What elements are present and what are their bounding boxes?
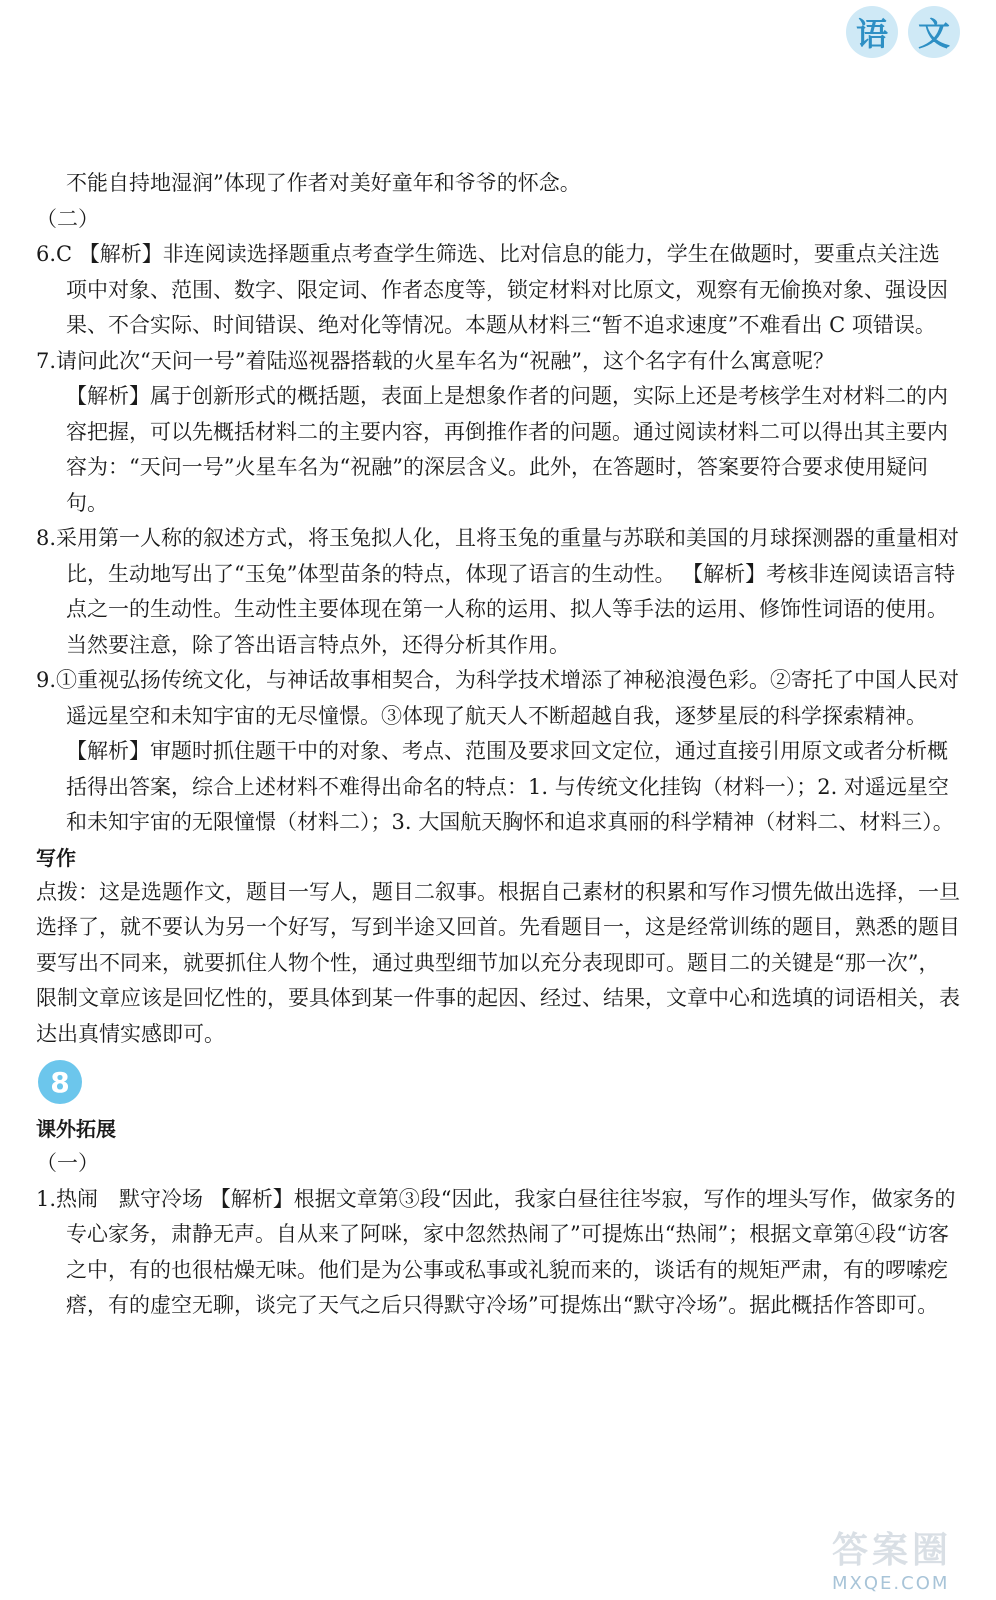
answer-content xyxy=(36,166,960,1324)
answer-7-analysis: 【解析】属于创新形式的概括题，表面上是想象作者的问题，实际上还是考核学生对材料二的内容把握，可以先概括材料二的主要内容，再倒推作者的问题。通过阅读材料二可以得出其主要内容为：“天问一号”火星车名为“祝融”的深层含义。此外，在答题时，答案要符合要求使用疑问句。 xyxy=(66,384,948,515)
answer-7-question: 7.请问此次“天问一号”着陆巡视器搭载的火星车名为“祝融”，这个名字有什么寓意呢？ xyxy=(36,348,834,373)
subject-badge-wen: 文 xyxy=(908,6,960,58)
section-one-heading: （一） xyxy=(36,1151,99,1175)
subject-badges xyxy=(846,6,960,58)
writing-heading: 写作 xyxy=(36,845,76,870)
continuation-line: 不能自持地湿润”体现了作者对美好童年和爷爷的怀念。 xyxy=(66,171,581,195)
watermark-url: MXQE.COM xyxy=(832,1573,950,1594)
section-two-heading: （二） xyxy=(36,206,99,231)
extension-heading: 课外拓展 xyxy=(36,1117,116,1141)
watermark-logo xyxy=(832,1522,982,1592)
extension-answer-1: 1.热闹 默守冷场 【解析】根据文章第③段“因此，我家白昼往往岑寂，写作的埋头写作，做家务的专心家务，肃静无声。自从来了阿咪，家中忽然热闹了”可提炼出“热闹”；根据文章第④段“访客之中，有的也很枯燥无味。他们是为公事或私事或礼貌而来的，谈话有的规矩严肃，有的啰嗦疙瘩，有的虚空无聊，谈完了天气之后只得默守冷场”可提炼出“默守冷场”。据此概括作答即可。 xyxy=(36,1186,956,1317)
subject-badge-yu: 语 xyxy=(846,6,898,58)
watermark-text: 答案圈 xyxy=(832,1530,953,1571)
writing-guidance: 点拨：这是选题作文，题目一写人，题目二叙事。根据自己素材的积累和写作习惯先做出选择，一旦选择了，就不要认为另一个好写，写到半途又回首。先看题目一，这是经常训练的题目，熟悉的题目要写出不同来，就要抓住人物个性，通过典型细节加以充分表现即可。题目二的关键是“那一次”，限制文章应该是回忆性的，要具体到某一件事的起因、经过、结果，文章中心和选填的词语相关，表达出真情实感即可。 xyxy=(36,879,960,1046)
unit-number-badge: 8 xyxy=(38,1060,82,1104)
answer-9: 9.①重视弘扬传统文化，与神话故事相契合，为科学技术增添了神秘浪漫色彩。②寄托了中国人民对遥远星空和未知宇宙的无尽憧憬。③体现了航天人不断超越自我，逐梦星辰的科学探索精神。 【解析】审题时抓住题干中的对象、考点、范围及要求回文定位，通过直接引用原文或者分析概括得出答案，综合上述材料不难得出命名的特点：1. 与传统文化挂钩（材料一）；2. 对遥远星空和未知宇宙的无限憧憬（材料二）；3. 大国航天胸怀和追求真丽的科学精神（材料二、材料三）。 xyxy=(36,668,960,834)
answer-6: 6.C 【解析】非连阅读选择题重点考查学生筛选、比对信息的能力，学生在做题时，要重点关注选项中对象、范围、数字、限定词、作者态度等，锁定材料对比原文，观察有无偷换对象、强设因果、不合实际、时间错误、绝对化等情况。本题从材料三“暂不追求速度”不难看出 C 项错误。 xyxy=(36,242,948,337)
answer-8: 8.采用第一人称的叙述方式，将玉兔拟人化，且将玉兔的重量与苏联和美国的月球探测器的重量相对比，生动地写出了“玉兔”体型苗条的特点，体现了语言的生动性。 【解析】考核非连阅读语言特点之一的生动性。生动性主要体现在第一人称的运用、拟人等手法的运用、修饰性词语的使用。当然要注意，除了答出语言特点外，还得分析其作用。 xyxy=(36,526,960,657)
